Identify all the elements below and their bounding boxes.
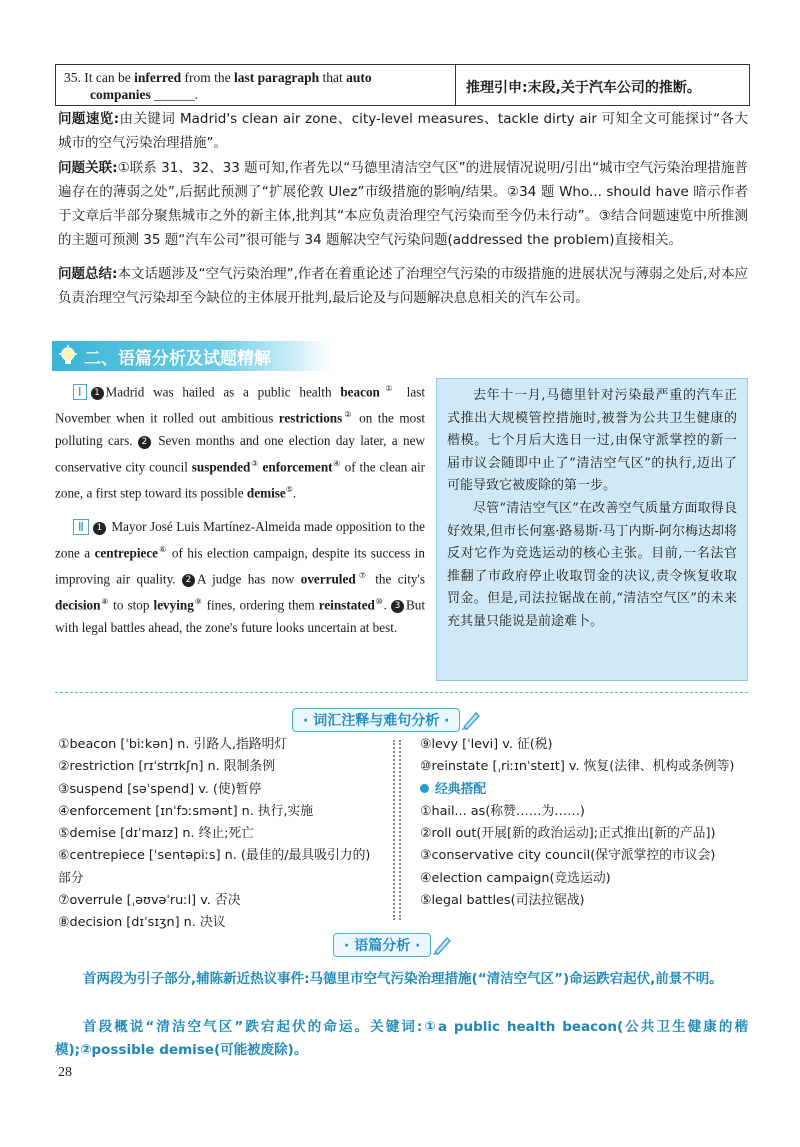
paragraph-number-badge: Ⅰ	[73, 384, 87, 400]
passage-text: on the most polluting cars.	[55, 410, 425, 448]
page-number: 28	[58, 1065, 72, 1080]
analysis-text: 首段概说“清洁空气区”跌宕起伏的命运。关键词:①a public health beacon(公共卫生健康的楷模);②possible demise(可能被废除)。	[55, 1019, 748, 1058]
q35-keyword: auto	[346, 70, 372, 85]
q35-blank: ______.	[150, 87, 198, 102]
pen-icon	[431, 934, 453, 956]
vocab-badge: · 词汇注释与难句分析 ·	[292, 708, 460, 732]
paragraph-number-badge: Ⅱ	[73, 519, 89, 535]
vocab-item: ⑥centrepiece [ˈsentəpiːs] n. (最佳的/最具吸引力的)	[58, 848, 371, 864]
vocab-word: enforcement	[262, 458, 333, 474]
vocab-word: suspended	[191, 458, 251, 474]
passage-text: Madrid was hailed as a public health	[105, 384, 341, 400]
vocab-item: ④enforcement [ɪnˈfɔːsmənt] n. 执行,实施	[58, 803, 314, 819]
footnote-mark: ⑨	[193, 596, 203, 606]
translation-paragraph-1: 去年十一月,马德里针对污染最严重的汽车正式推出大规模管控措施时,被誉为公共卫生健康的楷模。七个月后大选日一过,由保守派掌控的新一届市议会随即中止了“清洁空气区”的执行,迈出了可能导致它被废除的第一步。	[447, 388, 737, 494]
sentence-number: 3	[391, 600, 404, 613]
vocab-item: 部分	[58, 870, 84, 886]
footnote-mark: ⑧	[100, 596, 110, 606]
preview-label: 问题总结:	[58, 266, 118, 282]
vocab-item: ⑤demise [dɪˈmaɪz] n. 终止;死亡	[58, 826, 255, 842]
sentence-number: 2	[182, 574, 195, 587]
bullet-icon	[420, 784, 429, 793]
passage-text: fines, ordering them	[202, 596, 319, 612]
footnote-mark: ①	[379, 384, 398, 393]
classic-collocations-title	[420, 779, 750, 801]
footnote-mark: ④	[332, 458, 341, 468]
section-header	[52, 341, 332, 371]
vocab-word: reinstated	[318, 596, 375, 612]
sentence-number: 1	[91, 387, 104, 400]
section-title: 二、语篇分析及试题精解	[84, 348, 271, 369]
vocab-list-right	[420, 734, 750, 912]
analysis-badge: · 语篇分析 ·	[333, 933, 431, 957]
analysis-paragraph-1	[55, 968, 748, 991]
vocab-item: ⑩reinstate [ˌriːɪnˈsteɪt] v. 恢复(法律、机构或条例等)	[420, 759, 735, 775]
footnote-mark: ②	[342, 409, 354, 419]
sentence-number: 2	[138, 436, 151, 449]
passage-text: of his election campaign, despite its success in improving air quality.	[55, 544, 426, 586]
translation-paragraph-2: 尽管“清洁空气区”在改善空气质量方面取得良好效果,但市长何塞·路易斯·马丁内斯-阿尔梅达却将反对它作为竞选运动的核心主张。目前,一名法官推翻了市政府停止收取罚金的决议,责令恢复收取罚金。但是,司法拉锯战在前,“清洁空气区”的未来充其量只能说是前途难卜。	[447, 500, 737, 629]
pen-icon	[460, 709, 482, 731]
preview-text: ①联系 31、32、33 题可知,作者先以“马德里清洁空气区”的进展情况说明/引出“城市空气污染治理措施普遍存在的薄弱之处”,后据此预测了“扩展伦敦 Ulez”市级措施的影响/结果。②34 题 Who... should have 暗示作者于文章后半部分聚焦城市之外的新主体,批判其“本应负责治理空气污染而至今仍未行动”。③结合问题速览中所推测的主题可预测 35 题“汽车公司”很可能与 34 题解决空气污染问题(addressed the problem)直接相关。	[58, 160, 748, 248]
passage-text: Mayor José Luis Martínez-Almeida made opposition to the zone a	[55, 519, 425, 560]
q35-part: 35. It can be	[64, 70, 135, 85]
q35-part: from the	[181, 70, 234, 85]
collocation-item: ⑤legal battles(司法拉锯战)	[420, 893, 585, 909]
translation-box	[436, 378, 748, 681]
question-35-table	[55, 64, 750, 106]
vocab-item: ⑦overrule [ˌəʊvəˈruːl] v. 否决	[58, 893, 241, 909]
binding-divider	[393, 740, 401, 920]
vocab-list-left	[58, 734, 388, 935]
q35-keyword: last paragraph	[233, 70, 320, 85]
analysis-badge-wrap	[333, 933, 453, 957]
q35-part: that	[319, 70, 347, 85]
analysis-paragraph-2	[55, 1016, 748, 1061]
collocation-item: ③conservative city council(保守派掌控的市议会)	[420, 848, 716, 864]
passage-text: .	[383, 596, 391, 612]
collocation-item: ②roll out(开展[新的政治运动];正式推出[新的产品])	[420, 826, 716, 842]
collocation-item: ④election campaign(竞选运动)	[420, 870, 611, 886]
passage-paragraph-1	[55, 378, 425, 505]
q35-keyword: inferred	[134, 70, 182, 85]
preview-label: 问题关联:	[58, 160, 118, 176]
footnote-mark: ⑩	[374, 596, 384, 606]
passage-text: Seven months and one election day later, a new conservative city council	[55, 432, 425, 474]
dotted-divider	[55, 692, 748, 693]
vocab-item: ⑨levy [ˈlevi] v. 征(税)	[420, 737, 553, 752]
vocab-word: beacon	[340, 384, 380, 400]
passage-text: of the clean air zone, a first step toward its possible	[55, 458, 426, 500]
vocab-badge-wrap	[292, 708, 482, 732]
vocab-item: ②restriction [rɪˈstrɪkʃn] n. 限制条例	[58, 759, 275, 775]
passage-text: A judge has now	[196, 570, 301, 586]
vocab-word: demise	[246, 484, 286, 500]
collocation-item: ①hail... as(称赞……为……)	[420, 803, 585, 819]
vocab-word: decision	[55, 596, 101, 612]
footnote-mark: ⑤	[285, 484, 293, 494]
sentence-number: 1	[93, 522, 106, 535]
q35-keyword: companies	[90, 87, 151, 102]
vocab-word: centrepiece	[94, 544, 159, 560]
preview-paragraph-1	[58, 107, 748, 155]
classic-title-text: 经典搭配	[435, 781, 487, 797]
vocab-item: ①beacon [ˈbiːkən] n. 引路人,指路明灯	[58, 737, 288, 752]
passage-text: to stop	[109, 596, 154, 612]
footnote-mark: ③	[250, 458, 259, 468]
footnote-mark: ⑦	[355, 570, 369, 580]
vocab-word: levying	[153, 596, 194, 612]
vocab-word: overruled	[300, 570, 356, 586]
lightbulb-icon	[56, 344, 80, 368]
passage-text: .	[292, 484, 297, 500]
vocab-item: ⑧decision [dɪˈsɪʒn] n. 决议	[58, 915, 226, 931]
analysis-text: 首两段为引子部分,辅陈新近热议事件:马德里市空气污染治理措施(“清洁空气区”)命运跌宕起伏,前景不明。	[83, 971, 723, 987]
preview-text: 本文话题涉及“空气污染治理”,作者在着重论述了治理空气污染的市级措施的进展状况与薄弱之处后,对本应负责治理空气污染却至今缺位的主体展开批判,最后论及与问题解决息息相关的汽车公司。	[58, 266, 748, 306]
passage-text: But with legal battles ahead, the zone's future looks uncertain at best.	[55, 596, 425, 635]
preview-paragraph-2	[58, 156, 748, 252]
preview-label: 问题速览:	[58, 111, 120, 127]
passage-paragraph-2	[55, 516, 425, 639]
passage-text: last November when it rolled out ambitious	[55, 384, 425, 426]
passage-text: the city's	[368, 570, 426, 586]
vocab-word: restrictions	[278, 410, 343, 426]
preview-text: 由关键词 Madrid's clean air zone、city-level measures、tackle dirty air 可知全文可能探讨“各大城市的空气污染治理措施”。	[58, 111, 748, 151]
preview-paragraph-3	[58, 262, 748, 310]
vocab-item: ③suspend [səˈspend] v. (使)暂停	[58, 781, 262, 797]
footnote-mark: ⑥	[158, 544, 168, 554]
question-35-hint: 推理引申:末段,关于汽车公司的推断。	[466, 80, 701, 96]
question-35-text	[56, 65, 456, 105]
